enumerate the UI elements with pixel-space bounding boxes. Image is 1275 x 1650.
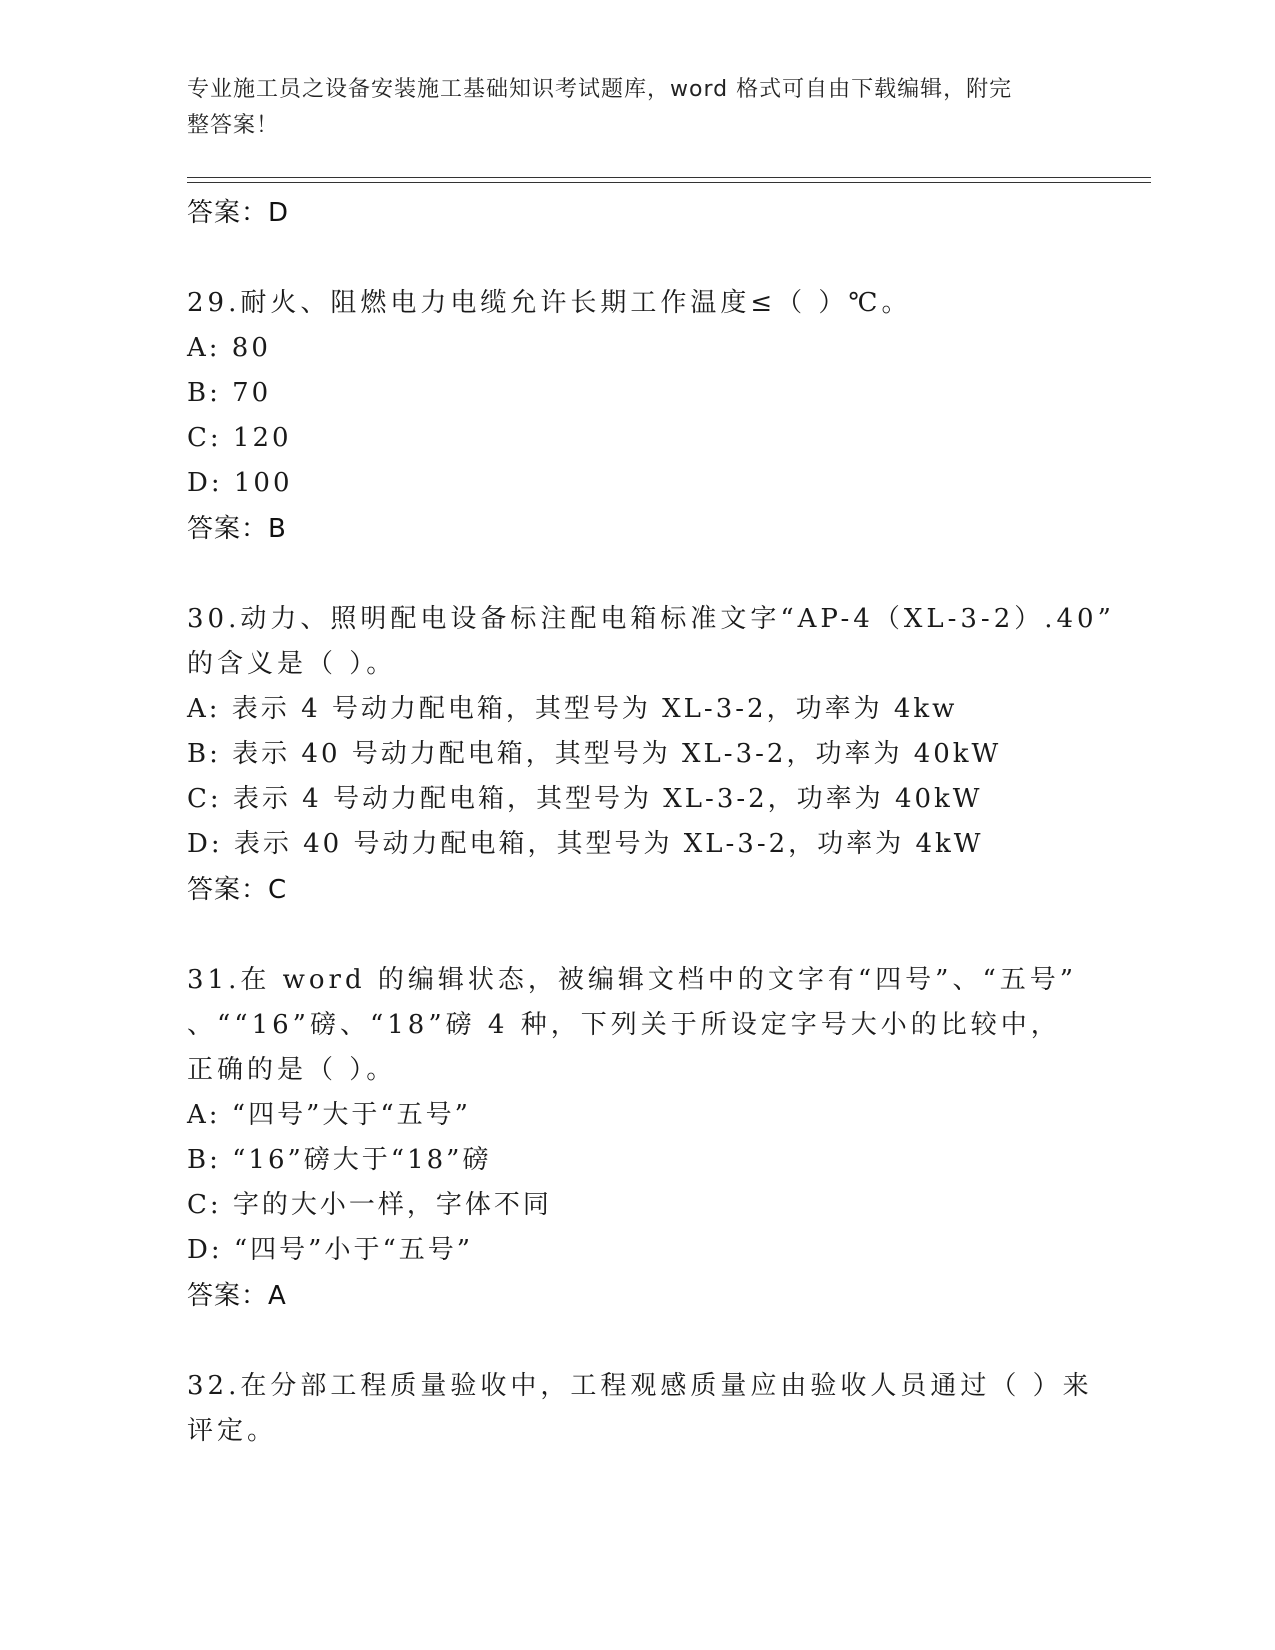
option-d: D: 100 bbox=[187, 468, 293, 498]
answer-line: 答案：A bbox=[187, 1281, 287, 1311]
option-b: B: 表示 40 号动力配电箱，其型号为 XL-3-2，功率为 40kW bbox=[187, 739, 1002, 769]
spacer bbox=[187, 236, 1127, 281]
question-list bbox=[187, 190, 1127, 1454]
spacer bbox=[187, 1319, 1127, 1364]
option-a: A: “四号”大于“五号” bbox=[187, 1100, 471, 1130]
option-b: B: 70 bbox=[187, 378, 272, 408]
option-d: D: 表示 40 号动力配电箱，其型号为 XL-3-2，功率为 4kW bbox=[187, 829, 984, 859]
question-text: 评定。 bbox=[187, 1416, 278, 1446]
page-header bbox=[187, 72, 1067, 144]
question-32 bbox=[187, 1364, 1127, 1454]
header-line-1: 专业施工员之设备安装施工基础知识考试题库，word 格式可自由下载编辑，附完 bbox=[187, 77, 1013, 102]
option-a: A: 80 bbox=[187, 333, 271, 363]
question-text: 29.耐火、阻燃电力电缆允许长期工作温度≤（ ）℃。 bbox=[187, 288, 912, 318]
answer-line: 答案：D bbox=[187, 198, 290, 228]
question-text: 正确的是（ ）。 bbox=[187, 1055, 397, 1085]
question-text: 30.动力、照明配电设备标注配电箱标准文字“AP-4（XL-3-2）.40” bbox=[187, 604, 1115, 634]
question-30 bbox=[187, 597, 1127, 913]
option-c: C: 120 bbox=[187, 423, 292, 453]
question-31 bbox=[187, 958, 1127, 1319]
header-line-2: 整答案！ bbox=[187, 113, 280, 138]
answer-line: 答案：C bbox=[187, 875, 288, 905]
question-text: 的含义是（ ）。 bbox=[187, 649, 397, 679]
option-c: C: 字的大小一样，字体不同 bbox=[187, 1190, 552, 1220]
header-divider-top bbox=[187, 177, 1151, 178]
question-text: 31.在 word 的编辑状态，被编辑文档中的文字有“四号”、“五号” bbox=[187, 965, 1078, 995]
option-d: D: “四号”小于“五号” bbox=[187, 1235, 474, 1265]
spacer bbox=[187, 552, 1127, 597]
header-divider-bottom bbox=[187, 182, 1151, 183]
option-b: B: “16”磅大于“18”磅 bbox=[187, 1145, 492, 1175]
question-29 bbox=[187, 281, 1127, 552]
option-a: A: 表示 4 号动力配电箱，其型号为 XL-3-2，功率为 4kw bbox=[187, 694, 958, 724]
answer-line: 答案：B bbox=[187, 514, 287, 544]
question-text: 、““16”磅、“18”磅 4 种，下列关于所设定字号大小的比较中， bbox=[187, 1010, 1061, 1040]
question-text: 32.在分部工程质量验收中，工程观感质量应由验收人员通过（ ）来 bbox=[187, 1371, 1093, 1401]
option-c: C: 表示 4 号动力配电箱，其型号为 XL-3-2，功率为 40kW bbox=[187, 784, 983, 814]
spacer bbox=[187, 913, 1127, 958]
